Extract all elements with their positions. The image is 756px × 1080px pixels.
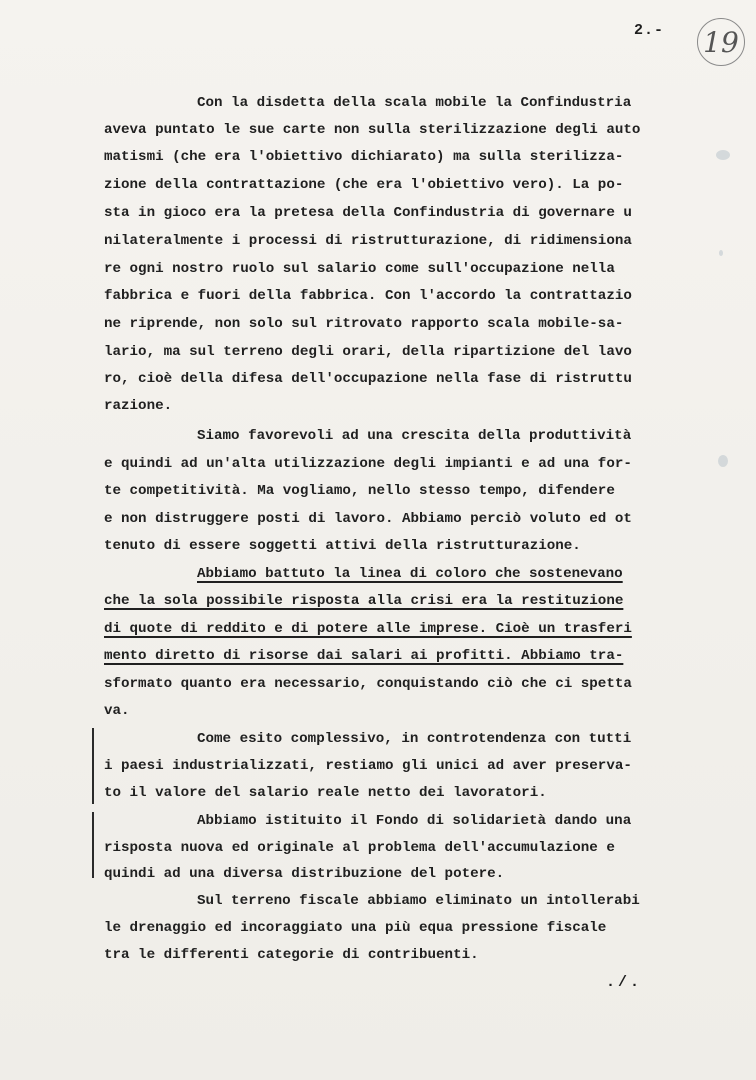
underlined-text-line: che la sola possibile risposta alla crisi era la restituzione xyxy=(104,593,624,609)
text-line: lario, ma sul terreno degli orari, della ripartizione del lavo xyxy=(104,344,632,360)
text-line: nilateralmente i processi di ristrutturazione, di ridimensiona xyxy=(104,233,632,249)
scan-speck xyxy=(719,250,723,256)
text-line: zione della contrattazione (che era l'obiettivo vero). La po- xyxy=(104,177,624,193)
handwritten-page-stamp xyxy=(697,18,745,66)
margin-bar-mark xyxy=(92,728,94,804)
text-line: quindi ad una diversa distribuzione del potere. xyxy=(104,866,505,882)
text-line: te competitività. Ma vogliamo, nello stesso tempo, difendere xyxy=(104,483,615,499)
underlined-text-line: di quote di reddito e di potere alle imprese. Cioè un trasferi xyxy=(104,621,632,637)
text-line: Con la disdetta della scala mobile la Confindustria xyxy=(197,95,632,111)
text-line: fabbrica e fuori della fabbrica. Con l'accordo la contrattazio xyxy=(104,288,632,304)
text-line: le drenaggio ed incoraggiato una più equa pressione fiscale xyxy=(104,920,607,936)
text-line: e quindi ad un'alta utilizzazione degli impianti e ad una for- xyxy=(104,456,632,472)
underlined-text-line: Abbiamo battuto la linea di coloro che sostenevano xyxy=(197,566,623,582)
page-number: 2.- xyxy=(634,22,665,39)
text-line: razione. xyxy=(104,398,173,414)
scan-speck xyxy=(718,455,728,467)
text-line: Siamo favorevoli ad una crescita della produttività xyxy=(197,428,632,444)
text-line: Sul terreno fiscale abbiamo eliminato un intollerabi xyxy=(197,893,640,909)
text-line: aveva puntato le sue carte non sulla sterilizzazione degli auto xyxy=(104,122,641,138)
margin-bar-mark xyxy=(92,812,94,878)
text-line: i paesi industrializzati, restiamo gli unici ad aver preserva- xyxy=(104,758,632,774)
text-line: re ogni nostro ruolo sul salario come sull'occupazione nella xyxy=(104,261,615,277)
text-line: risposta nuova ed originale al problema dell'accumulazione e xyxy=(104,840,615,856)
text-line: Abbiamo istituito il Fondo di solidarietà dando una xyxy=(197,813,632,829)
text-line: Come esito complessivo, in controtendenza con tutti xyxy=(197,731,632,747)
text-line: to il valore del salario reale netto dei lavoratori. xyxy=(104,785,547,801)
scan-speck xyxy=(716,150,730,160)
text-line: tra le differenti categorie di contribuenti. xyxy=(104,947,479,963)
text-line: tenuto di essere soggetti attivi della ristrutturazione. xyxy=(104,538,581,554)
text-line: sta in gioco era la pretesa della Confindustria di governare u xyxy=(104,205,632,221)
text-line: sformato quanto era necessario, conquistando ciò che ci spetta xyxy=(104,676,632,692)
text-line: matismi (che era l'obiettivo dichiarato) ma sulla sterilizza- xyxy=(104,149,624,165)
stamp-number: 19 xyxy=(703,25,739,59)
underlined-text-line: mento diretto di risorse dai salari ai profitti. Abbiamo tra- xyxy=(104,648,624,664)
text-line: ro, cioè della difesa dell'occupazione nella fase di ristruttu xyxy=(104,371,632,387)
text-line: va. xyxy=(104,703,130,719)
text-line: e non distruggere posti di lavoro. Abbiamo perciò voluto ed ot xyxy=(104,511,632,527)
text-line: ne riprende, non solo sul ritrovato rapporto scala mobile-sa- xyxy=(104,316,624,332)
continuation-mark: ./. xyxy=(606,974,643,991)
